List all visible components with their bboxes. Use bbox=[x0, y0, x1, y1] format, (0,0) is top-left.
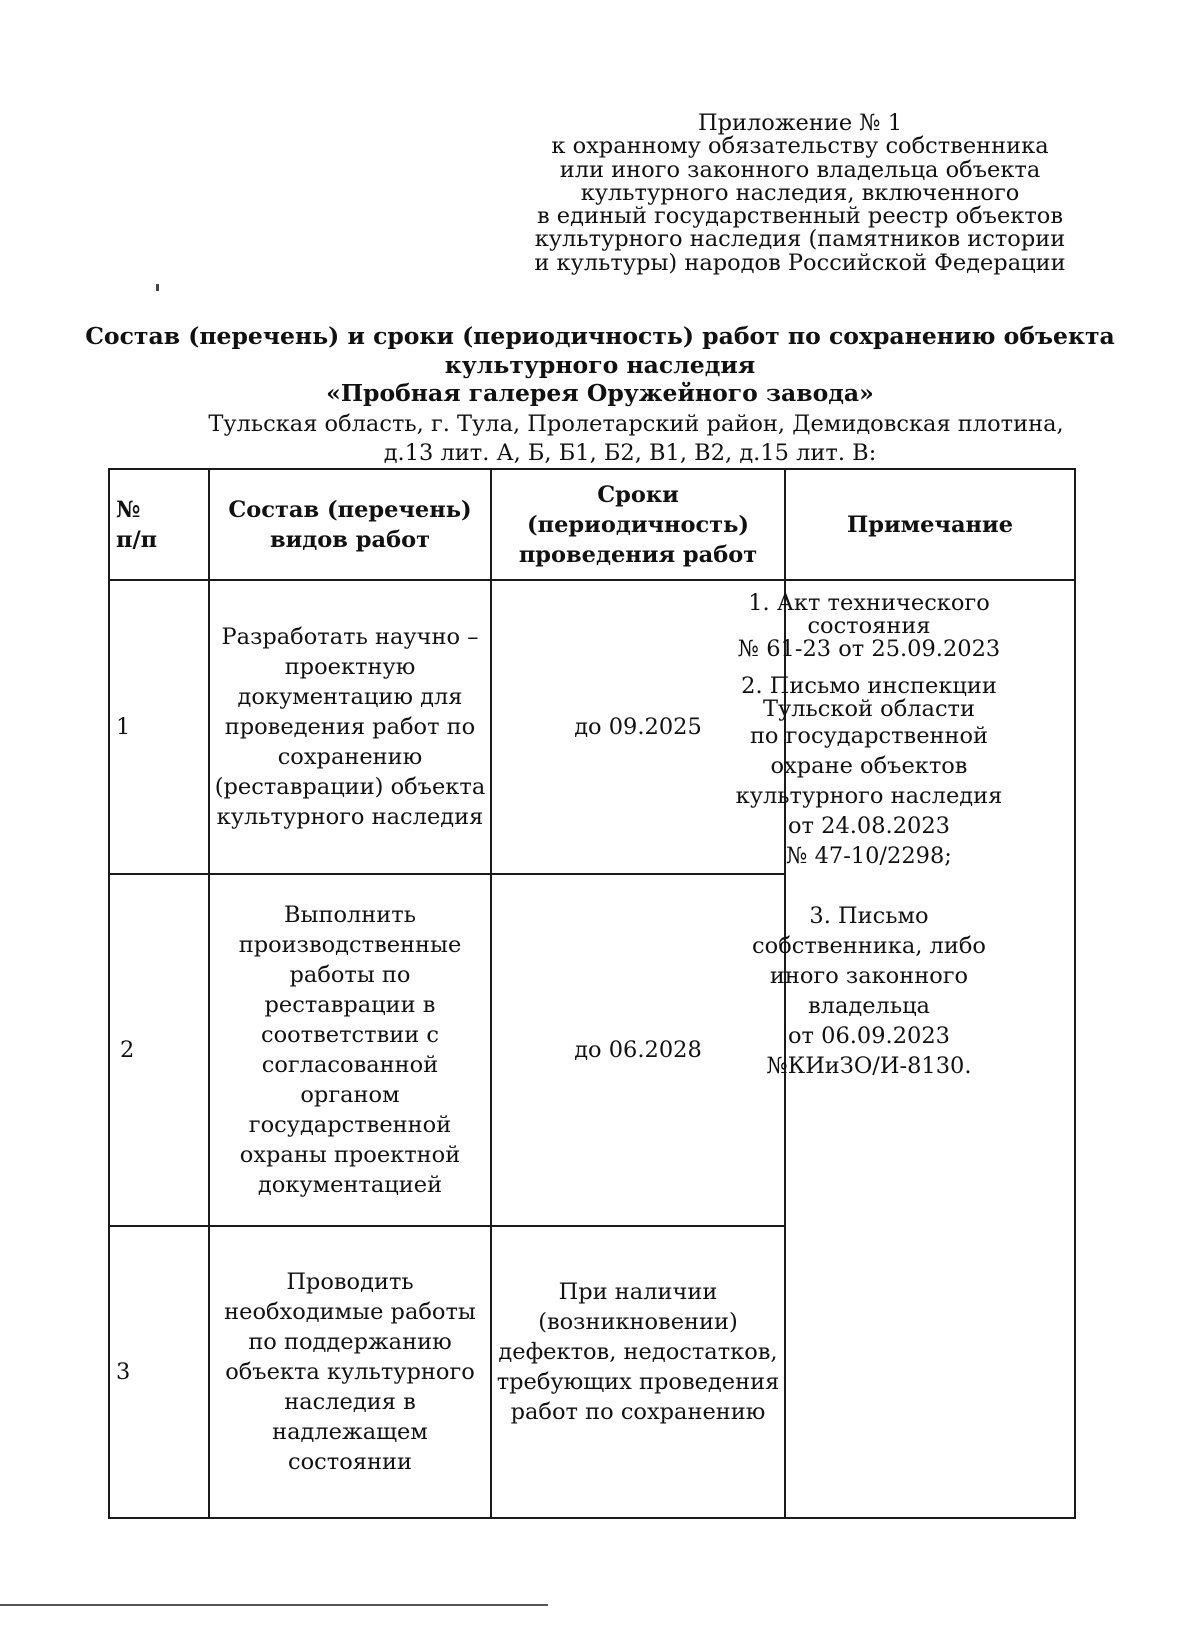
row-works-value: Разработать научно – проектную документацию для проведения работ по сохранению (реставрации) объекта культурного наследия bbox=[214, 624, 486, 830]
title-line: Состав (перечень) и сроки (периодичность) работ по сохранению объекта bbox=[85, 322, 1115, 350]
row-num-value: 3 bbox=[116, 1359, 131, 1385]
row-2-works bbox=[210, 875, 490, 1225]
note-line: Тульской области bbox=[763, 696, 975, 722]
note-line: культурного наследия bbox=[735, 783, 1003, 809]
scan-speck bbox=[156, 284, 159, 291]
header-works-label: Состав (перечень) видов работ bbox=[228, 496, 472, 553]
note-line: состояния bbox=[807, 613, 931, 639]
header-works bbox=[210, 470, 490, 579]
row-3-terms bbox=[492, 1227, 784, 1517]
note-line: 2. Письмо инспекции bbox=[741, 673, 997, 699]
appendix-line: Приложение № 1 bbox=[697, 110, 903, 136]
note-line: 3. Письмо bbox=[809, 903, 929, 929]
note-line: № 61-23 от 25.09.2023 bbox=[737, 636, 1001, 662]
appendix-line: или иного законного владельца объекта bbox=[559, 156, 1041, 183]
row-2-num bbox=[110, 875, 208, 1225]
row-num-value: 2 bbox=[120, 1037, 135, 1063]
notes-cell bbox=[684, 592, 1054, 1081]
row-1-works bbox=[210, 581, 490, 873]
note-line: владельца bbox=[808, 993, 930, 1019]
note-line: иного законного bbox=[769, 963, 969, 989]
header-num bbox=[110, 470, 208, 579]
header-terms bbox=[492, 470, 784, 579]
table-border-right bbox=[1074, 468, 1076, 1519]
note-line: охране объектов bbox=[770, 753, 968, 779]
appendix-line: к охранному обязательству собственника bbox=[551, 133, 1049, 160]
note-line: собственника, либо bbox=[752, 933, 986, 959]
row-terms-value: до 06.2028 bbox=[574, 1037, 702, 1063]
row-terms-value: до 09.2025 bbox=[574, 714, 702, 740]
note-line: 1. Акт технического bbox=[748, 590, 990, 616]
row-3-works bbox=[210, 1227, 490, 1517]
row-terms-value: При наличии (возникновении) дефектов, недостатков, требующих проведения работ по сохранению bbox=[496, 1279, 780, 1425]
header-terms-label: Сроки (периодичность) проведения работ bbox=[518, 481, 758, 568]
appendix-header bbox=[520, 112, 1080, 275]
note-line: №КИиЗО/И-8130. bbox=[766, 1053, 972, 1079]
header-num-label: № п/п bbox=[116, 496, 158, 553]
document-title bbox=[60, 322, 1140, 408]
address-line: д.13 лит. А, Б, Б1, Б2, В1, В2, д.15 лит. В: bbox=[383, 440, 877, 466]
note-line: от 24.08.2023 bbox=[788, 813, 950, 839]
appendix-line: и культуры) народов Российской Федерации bbox=[534, 249, 1066, 276]
note-line: по государственной bbox=[749, 723, 989, 749]
page-bottom-rule bbox=[0, 1604, 548, 1606]
appendix-line: культурного наследия (памятников истории bbox=[534, 226, 1066, 253]
object-address bbox=[60, 410, 1140, 468]
row-num-value: 1 bbox=[116, 714, 131, 740]
table-border-bottom bbox=[108, 1517, 1076, 1519]
row-1-num bbox=[110, 581, 208, 873]
title-line: культурного наследия bbox=[444, 350, 756, 379]
row-works-value: Выполнить производственные работы по реставрации в соответствии с согласованной органом государственной охраны проектной документацией bbox=[238, 902, 462, 1198]
header-note bbox=[786, 470, 1074, 579]
row-works-value: Проводить необходимые работы по поддержанию объекта культурного наследия в надлежащем состоянии bbox=[224, 1269, 476, 1475]
address-line: Тульская область, г. Тула, Пролетарский район, Демидовская плотина, bbox=[208, 411, 1064, 437]
note-line: от 06.09.2023 bbox=[788, 1023, 950, 1049]
note-line: № 47-10/2298; bbox=[786, 843, 952, 869]
title-line: «Пробная галерея Оружейного завода» bbox=[326, 379, 874, 407]
appendix-line: культурного наследия, включенного bbox=[580, 179, 1020, 206]
header-note-label: Примечание bbox=[846, 511, 1014, 538]
row-3-num bbox=[110, 1227, 208, 1517]
appendix-line: в единый государственный реестр объектов bbox=[536, 203, 1064, 230]
